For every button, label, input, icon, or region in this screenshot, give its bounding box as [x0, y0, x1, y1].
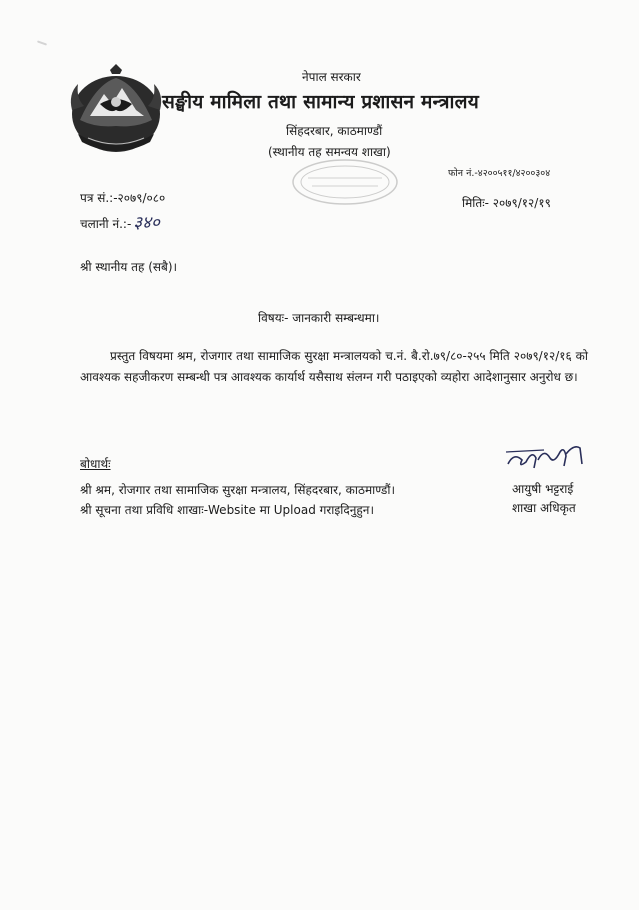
phone-number: फोन नं.-४२००५११/४२००३०४ [448, 168, 551, 179]
dispatch-label: चलानी नं.:- [80, 217, 132, 231]
dispatch-number-row [80, 210, 160, 233]
cc-item: श्री श्रम, रोजगार तथा सामाजिक सुरक्षा मन्त्रालय, सिंहदरबार, काठमाण्डौं। [80, 483, 396, 497]
letter-date: मितिः- २०७९/१२/१९ [462, 196, 551, 210]
signer-title: शाखा अधिकृत [512, 501, 576, 515]
country-name: नेपाल सरकार [302, 70, 361, 84]
signer-name: आयुषी भट्टराई [512, 482, 574, 496]
dispatch-number: ३४० [133, 213, 160, 233]
ministry-name: सङ्घीय मामिला तथा सामान्य प्रशासन मन्त्रालय [162, 91, 479, 113]
nepal-government-emblem-icon [66, 64, 166, 156]
letter-body: प्रस्तुत विषयमा श्रम, रोजगार तथा सामाजिक सुरक्षा मन्त्रालयको च.नं. बै.रो.७९/८०-२५५ मिति २०७९/१२/१६ को आवश्यक सहजीकरण सम्बन्धी पत्र आवश्यक कार्यार्थ यसैसाथ संलग्न गरी पठाइएको व्यहोरा आदेशानुसार अनुरोध छ। [80, 349, 588, 384]
cc-heading: बोधार्थः [80, 457, 111, 471]
recipient-line: श्री स्थानीय तह (सबै)। [80, 260, 178, 274]
office-address: सिंहदरबार, काठमाण्डौं [286, 124, 383, 138]
cc-item: श्री सूचना तथा प्रविधि शाखाः-Website मा Upload गराइदिनुहुन। [80, 503, 375, 517]
signature-icon [504, 438, 586, 472]
reference-number: पत्र सं.:-२०७९/०८० [80, 191, 166, 205]
office-stamp-icon [290, 158, 400, 206]
section-name: (स्थानीय तह समन्वय शाखा) [268, 145, 391, 159]
scan-mark [37, 40, 47, 45]
subject-line: विषयः- जानकारी सम्बन्धमा। [258, 311, 380, 325]
